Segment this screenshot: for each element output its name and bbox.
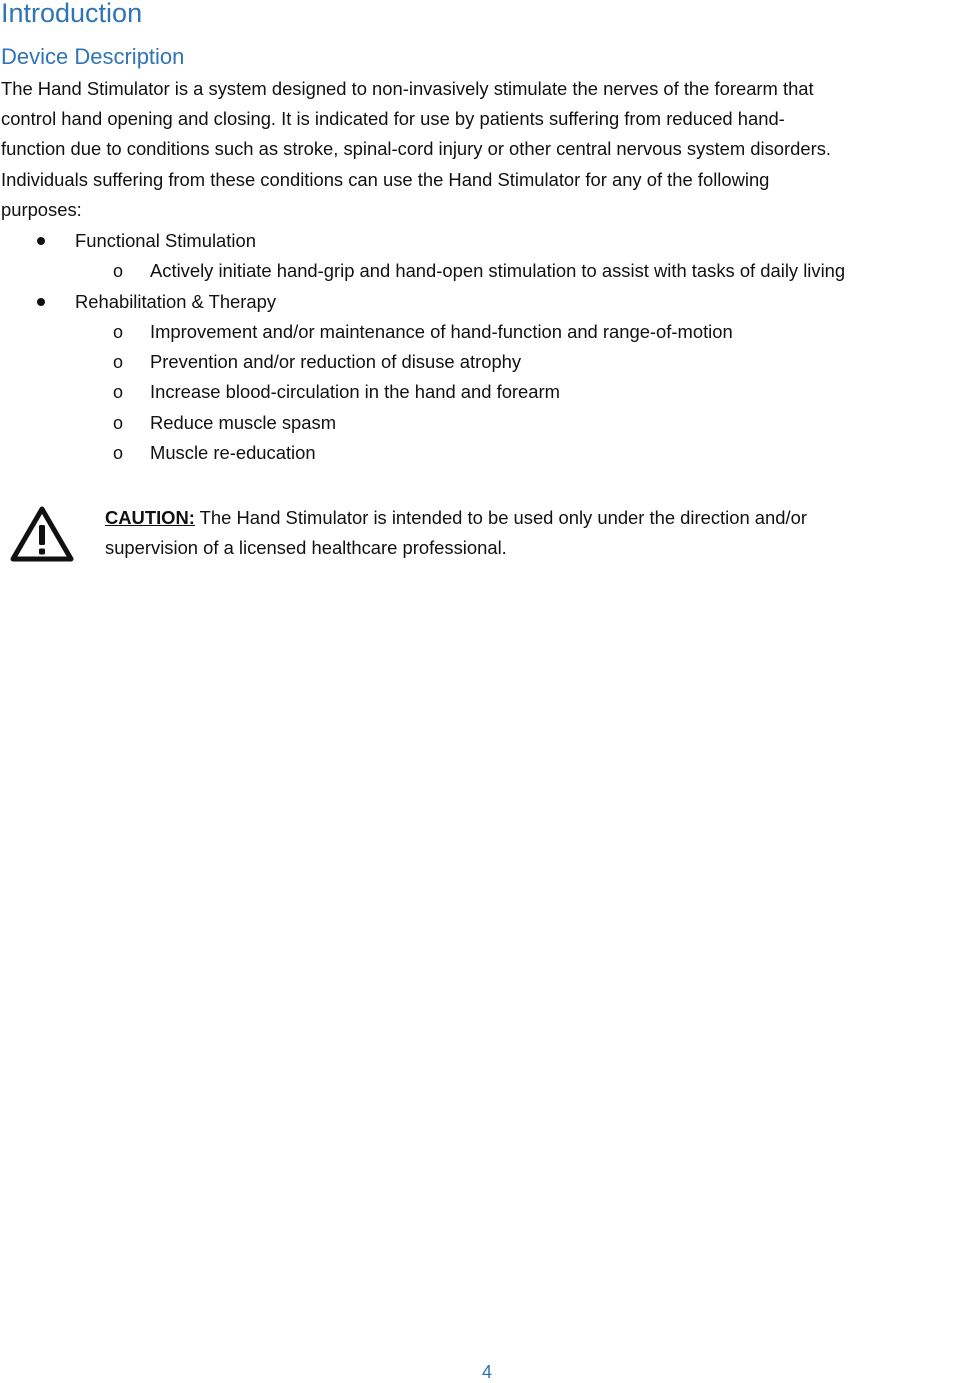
sub-bullet-icon: o xyxy=(113,382,124,403)
caution-line xyxy=(105,503,935,533)
bullet-icon xyxy=(37,237,45,245)
sub-bullet-icon: o xyxy=(113,352,124,373)
section-heading: Device Description xyxy=(1,44,185,69)
sub-list-item xyxy=(0,377,954,407)
sub-bullet-icon: o xyxy=(113,321,124,342)
sub-bullet-icon: o xyxy=(113,443,124,464)
purpose-detail: Increase blood-circulation in the hand and forearm xyxy=(150,381,560,403)
list-item xyxy=(0,226,954,256)
paragraph-line: Individuals suffering from these conditions can use the Hand Stimulator for any of the following xyxy=(1,168,770,190)
purpose-label: Functional Stimulation xyxy=(75,230,256,251)
caution-message: The Hand Stimulator is intended to be used only under the direction and/or xyxy=(194,507,807,528)
purpose-detail: Actively initiate hand-grip and hand-open stimulation to assist with tasks of daily living xyxy=(150,260,846,282)
purpose-detail: Prevention and/or reduction of disuse atrophy xyxy=(150,351,522,373)
caution-label: CAUTION: xyxy=(105,507,195,528)
sub-bullet-icon: o xyxy=(113,412,124,433)
paragraph-line: control hand opening and closing. It is indicated for use by patients suffering from reduced hand- xyxy=(1,108,785,130)
paragraph-line: The Hand Stimulator is a system designed to non-invasively stimulate the nerves of the forearm that xyxy=(1,78,814,99)
purpose-label: Rehabilitation & Therapy xyxy=(75,290,277,312)
caution-line: supervision of a licensed healthcare professional. xyxy=(105,537,507,558)
purpose-detail: Muscle re-education xyxy=(150,442,316,464)
sub-list-item xyxy=(0,438,954,468)
list-item xyxy=(0,287,954,317)
paragraph-line: function due to conditions such as stroke, spinal-cord injury or other central nervous system disorders. xyxy=(1,138,832,160)
sub-bullet-icon: o xyxy=(113,261,124,282)
purposes-list xyxy=(0,226,954,468)
sub-list-item xyxy=(0,408,954,438)
purpose-detail: Reduce muscle spasm xyxy=(150,411,337,433)
sub-list-item xyxy=(0,256,954,286)
device-description-paragraph xyxy=(1,74,953,225)
sub-list-item xyxy=(0,317,954,347)
caution-text xyxy=(105,503,935,563)
page-heading: Introduction xyxy=(1,0,143,28)
warning-triangle-icon xyxy=(10,506,74,562)
sub-list-item xyxy=(0,347,954,377)
page-number: 4 xyxy=(481,1362,492,1382)
bullet-icon xyxy=(37,298,45,306)
caution-notice xyxy=(0,500,954,570)
paragraph-line: purposes: xyxy=(1,198,82,220)
purpose-detail: Improvement and/or maintenance of hand-function and range-of-motion xyxy=(150,320,733,342)
